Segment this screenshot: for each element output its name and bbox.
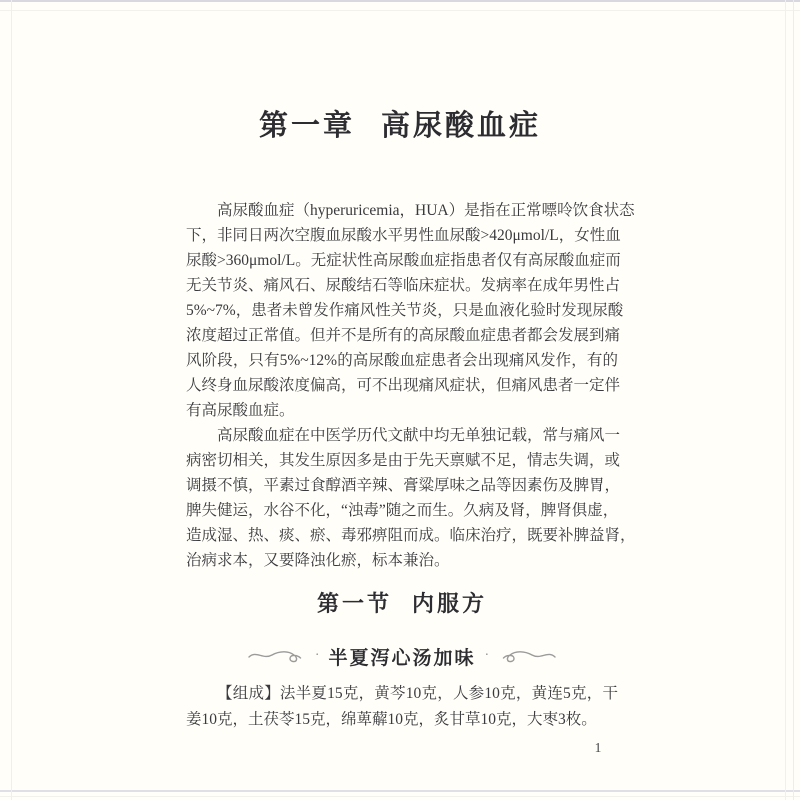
flourish-right-icon [498,647,556,665]
chapter-title: 高尿酸血症 [381,110,542,142]
composition-paragraph [186,681,618,733]
text-line: 下，非同日两次空腹血尿酸水平男性血尿酸>420μmol/L，女性血 [186,227,621,244]
text-line: 5%~7%，患者未曾发作痛风性关节炎，只是血液化验时发现尿酸 [186,302,624,319]
page-number: 1 [594,740,602,755]
section-number: 第一节 [316,591,392,616]
section-title: 内服方 [412,591,488,616]
text-line: 造成湿、热、痰、瘀、毒邪痹阻而成。临床治疗，既要补脾益肾， [186,527,636,544]
section-heading [186,573,618,618]
flourish-left-icon [248,647,306,665]
text-line: 无关节炎、痛风石、尿酸结石等临床症状。发病率在成年男性占 [186,277,621,294]
text-line: 【组成】法半夏15克，黄芩10克，人参10克，黄连5克，干 [217,685,618,702]
page-edge-right-2 [793,0,794,800]
page-edge-right [785,0,786,800]
text-line: 调摄不慎，平素过食醇酒辛辣、膏粱厚味之品等因素伤及脾胃， [186,477,621,494]
photo-edge-bottom [0,790,800,792]
text-line: 有高尿酸血症。 [186,402,295,419]
formula-title-row [186,644,618,668]
text-line: 风阶段，只有5%~12%的高尿酸血症患者会出现痛风发作，有的 [186,352,618,369]
dot-separator-right: · [484,648,490,663]
text-line: 高尿酸血症（hyperuricemia，HUA）是指在正常嘌呤饮食状态 [217,202,635,219]
intro-paragraph [186,198,635,423]
dot-separator-left: · [314,648,320,663]
text-line: 姜10克，土茯苓15克，绵萆薢10克，炙甘草10克，大枣3枚。 [186,711,597,728]
text-line: 人终身血尿酸浓度偏高，可不出现痛风症状，但痛风患者一定伴 [186,377,621,394]
page-edge-top [0,10,800,11]
text-line: 浓度超过正常值。但并不是所有的高尿酸血症患者都会发展到痛 [186,327,621,344]
text-line: 尿酸>360μmol/L。无症状性高尿酸血症指患者仅有高尿酸血症而 [186,252,621,269]
text-line: 高尿酸血症在中医学历代文献中均无单独记载，常与痛风一 [217,427,621,444]
page-body [186,198,636,733]
chapter-number: 第一章 [258,110,355,142]
text-line: 脾失健运，水谷不化，“浊毒”随之而生。久病及肾，脾肾俱虚， [186,502,619,519]
tcm-paragraph [186,423,636,573]
page-edge-left [11,0,12,800]
formula-title: 半夏泻心汤加味 [328,647,476,669]
chapter-heading [0,0,800,144]
text-line: 治病求本，又要降浊化瘀，标本兼治。 [186,552,450,569]
photo-edge-top [0,0,800,2]
text-line: 病密切相关，其发生原因多是由于先天禀赋不足，情志失调，或 [186,452,621,469]
page-edge-bottom [0,796,800,797]
